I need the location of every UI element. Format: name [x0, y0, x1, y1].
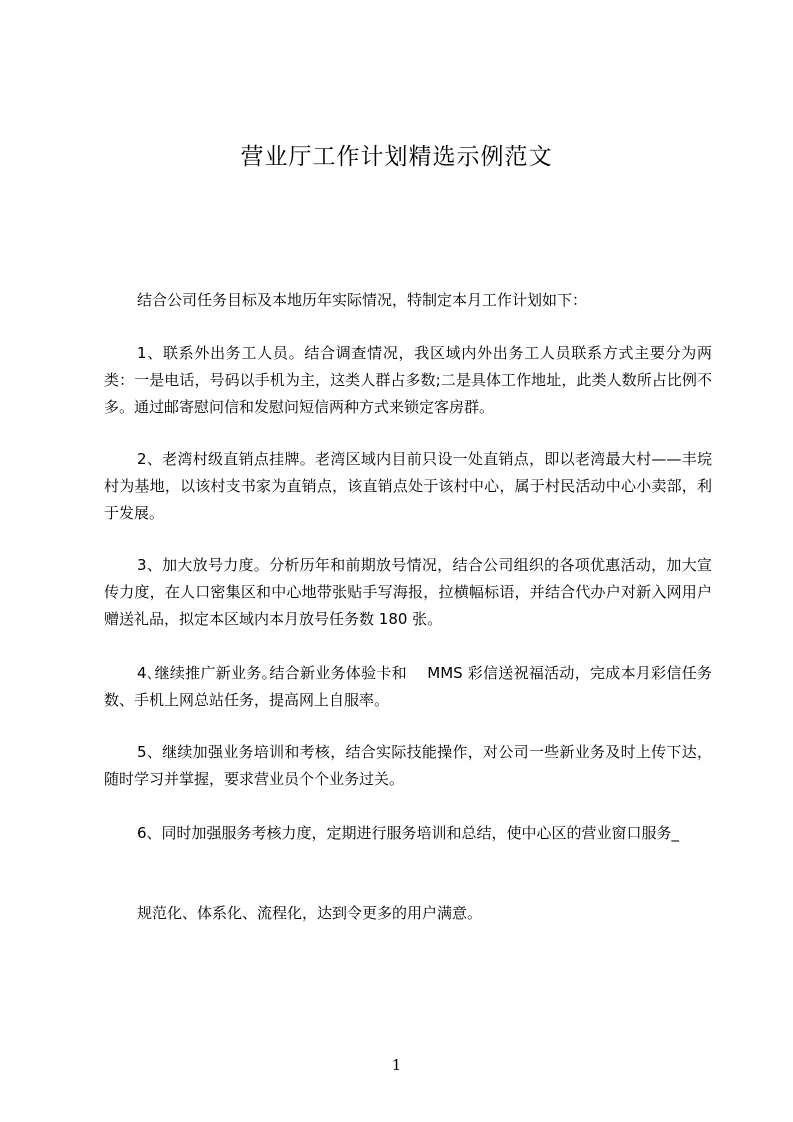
intro-paragraph: [104, 287, 712, 314]
item-1-paragraph-text: 1、联系外出务工人员。结合调查情况，我区域内外出务工人员联系方式主要分为两类：一是电话，号码以手机为主，这类人群占多数;二是具体工作地址，此类人数所占比例不多。通过邮寄慰问信和发慰问短信两种方式来锁定客房群。: [104, 344, 712, 416]
item-4-paragraph-text: 4､继续推广新业务｡结合新业务体验卡和 MMS 彩信送祝福活动，完成本月彩信任务数、手机上网总站任务，提高网上自服率。: [104, 664, 712, 709]
item-1-paragraph: [104, 340, 712, 421]
item-6-paragraph: [104, 820, 712, 847]
item-3-paragraph: [104, 552, 712, 633]
closing-paragraph-text: 规范化、体系化、流程化，达到令更多的用户满意。: [137, 904, 483, 922]
item-6-paragraph-text: 6、同时加强服务考核力度，定期进行服务培训和总结，使中心区的营业窗口服务_: [137, 824, 680, 842]
intro-paragraph-text: 结合公司任务目标及本地历年实际情况，特制定本月工作计划如下：: [137, 291, 588, 309]
item-5-paragraph-text: 5、继续加强业务培训和考核，结合实际技能操作，对公司一些新业务及时上传下达，随时学习并掌握，要求营业员个个业务过关。: [104, 743, 712, 788]
item-5-paragraph: [104, 739, 712, 793]
item-3-paragraph-text: 3、加大放号力度。分析历年和前期放号情况，结合公司组织的各项优惠活动，加大宣传力度，在人口密集区和中心地带张贴手写海报，拉横幅标语，并结合代办户对新入网用户赠送礼品，拟定本区域内本月放号任务数 180 张。: [104, 556, 712, 628]
item-2-paragraph-text: 2、老湾村级直销点挂牌。老湾区域内目前只设一处直销点，即以老湾最大村——丰垸村为基地，以该村支书家为直销点，该直销点处于该村中心，属于村民活动中心小卖部，利于发展。: [104, 450, 712, 522]
closing-paragraph: [104, 900, 712, 927]
item-4-paragraph: [104, 660, 712, 714]
item-2-paragraph: [104, 446, 712, 527]
page-number: 1: [391, 1056, 402, 1074]
document-title: 营业厅工作计划精选示例范文: [240, 144, 553, 170]
